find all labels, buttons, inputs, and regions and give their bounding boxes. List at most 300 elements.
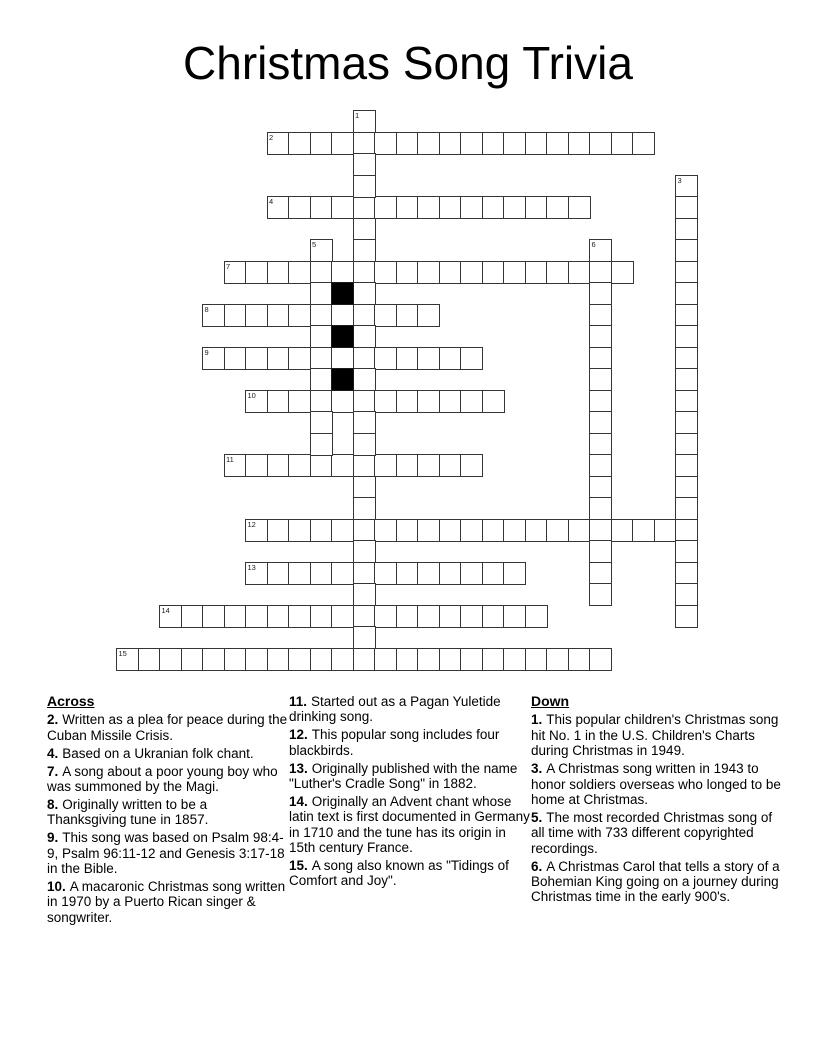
grid-cell <box>245 390 268 413</box>
grid-cell <box>353 497 376 520</box>
clue-item <box>531 712 783 758</box>
grid-cell <box>202 347 225 370</box>
grid-cell <box>353 282 376 305</box>
grid-cell <box>417 454 440 477</box>
clue-item <box>289 858 533 889</box>
grid-cell <box>353 648 376 671</box>
grid-cell <box>589 325 612 348</box>
clue-item <box>47 746 288 761</box>
grid-cell <box>675 411 698 434</box>
grid-cell <box>589 476 612 499</box>
grid-cell <box>353 562 376 585</box>
grid-cell <box>589 648 612 671</box>
grid-cell <box>374 132 397 155</box>
grid-cell <box>202 605 225 628</box>
grid-cell <box>267 132 290 155</box>
clue-item <box>531 761 783 807</box>
grid-cell <box>675 454 698 477</box>
grid-cell <box>224 347 247 370</box>
clue-text: Originally an Advent chant whose latin text is first documented in Germany in 1710 and the tune has its origin in 15th century France. <box>289 793 530 856</box>
clue-text: This popular children's Christmas song hit No. 1 in the U.S. Children's Charts during Christmas in 1949. <box>531 712 779 759</box>
grid-cell <box>589 347 612 370</box>
grid-cell <box>331 347 354 370</box>
grid-cell <box>460 562 483 585</box>
grid-cell <box>525 648 548 671</box>
grid-cell <box>288 347 311 370</box>
grid-cell <box>675 519 698 542</box>
clue-item <box>289 794 533 856</box>
across-clue-list <box>47 712 288 925</box>
grid-cell <box>482 132 505 155</box>
clue-item <box>47 764 288 795</box>
grid-cell <box>374 454 397 477</box>
grid-cell <box>267 390 290 413</box>
grid-cell <box>374 390 397 413</box>
grid-cell <box>525 261 548 284</box>
grid-cell <box>288 132 311 155</box>
grid-cell <box>417 519 440 542</box>
grid-cell <box>310 196 333 219</box>
grid-cell <box>568 196 591 219</box>
grid-cell <box>589 411 612 434</box>
grid-cell <box>503 562 526 585</box>
grid-cell <box>460 605 483 628</box>
grid-cell <box>675 583 698 606</box>
clue-text: Started out as a Pagan Yuletide drinking song. <box>289 694 501 725</box>
grid-cell <box>460 132 483 155</box>
grid-cell <box>331 454 354 477</box>
grid-cell <box>589 519 612 542</box>
grid-cell <box>353 626 376 649</box>
grid-cell <box>568 132 591 155</box>
cell-number: 14 <box>161 605 170 615</box>
grid-cell <box>310 282 333 305</box>
grid-cell <box>310 325 333 348</box>
grid-cell <box>224 304 247 327</box>
clue-number: 4. <box>47 745 59 761</box>
clue-text: A macaronic Christmas song written in 1970 by a Puerto Rican singer & songwriter. <box>47 878 286 925</box>
grid-cell <box>310 605 333 628</box>
cell-number: 11 <box>226 455 234 464</box>
grid-cell <box>374 562 397 585</box>
grid-cell <box>159 648 182 671</box>
clue-item <box>289 694 533 725</box>
grid-cell <box>503 261 526 284</box>
across-clue-list-continued <box>289 694 533 889</box>
cell-number: 3 <box>677 175 682 185</box>
grid-cell <box>267 304 290 327</box>
clues-column-across-continued <box>289 694 533 891</box>
clue-number: 10. <box>47 878 66 894</box>
grid-cell-black <box>331 368 354 391</box>
grid-cell <box>331 648 354 671</box>
grid-cell <box>568 648 591 671</box>
grid-cell <box>310 454 333 477</box>
grid-cell <box>675 261 698 284</box>
grid-cell <box>675 218 698 241</box>
grid-cell <box>245 519 268 542</box>
grid-cell <box>611 132 634 155</box>
grid-cell <box>460 347 483 370</box>
grid-cell <box>439 196 462 219</box>
clue-number: 8. <box>47 796 59 812</box>
clue-text: This popular song includes four blackbirds. <box>289 727 500 758</box>
grid-cell <box>396 454 419 477</box>
clue-item <box>289 727 533 758</box>
grid-cell <box>288 605 311 628</box>
grid-cell <box>589 562 612 585</box>
grid-cell <box>245 347 268 370</box>
grid-cell <box>439 390 462 413</box>
grid-cell <box>589 261 612 284</box>
grid-cell <box>439 562 462 585</box>
grid-cell <box>675 347 698 370</box>
grid-cell <box>675 476 698 499</box>
clue-text: Based on a Ukranian folk chant. <box>62 745 254 761</box>
clue-number: 9. <box>47 830 59 846</box>
clue-number: 7. <box>47 763 59 779</box>
grid-cell <box>245 454 268 477</box>
grid-cell <box>374 519 397 542</box>
grid-cell <box>439 519 462 542</box>
clue-text: A Christmas song written in 1943 to honor soldiers overseas who longed to be home at Christmas. <box>531 761 781 807</box>
grid-cell <box>310 519 333 542</box>
grid-cell <box>288 390 311 413</box>
puzzle-title: Christmas Song Trivia <box>183 37 633 89</box>
grid-cell <box>460 261 483 284</box>
clue-item <box>47 797 288 828</box>
grid-cell <box>288 196 311 219</box>
grid-cell <box>353 110 376 133</box>
grid-cell <box>675 433 698 456</box>
grid-cell <box>353 411 376 434</box>
grid-cell <box>116 648 139 671</box>
across-header: Across <box>47 693 95 709</box>
grid-cell <box>224 605 247 628</box>
grid-cell <box>396 304 419 327</box>
grid-cell <box>310 347 333 370</box>
cell-number: 6 <box>591 240 596 249</box>
grid-cell <box>310 562 333 585</box>
grid-cell <box>267 648 290 671</box>
grid-cell <box>159 605 182 628</box>
grid-cell <box>353 476 376 499</box>
grid-cell <box>310 261 333 284</box>
grid-cell <box>675 497 698 520</box>
grid-cell <box>675 304 698 327</box>
grid-cell <box>267 454 290 477</box>
grid-cell <box>245 648 268 671</box>
grid-cell <box>396 519 419 542</box>
cell-number: 2 <box>269 132 274 142</box>
grid-cell <box>589 239 612 262</box>
grid-cell <box>396 648 419 671</box>
grid-cell <box>525 196 548 219</box>
grid-cell <box>202 304 225 327</box>
grid-cell <box>353 368 376 391</box>
grid-cell <box>503 196 526 219</box>
grid-cell <box>288 261 311 284</box>
clue-text: Originally published with the name "Luther's Cradle Song" in 1882. <box>289 760 518 792</box>
grid-cell <box>331 261 354 284</box>
grid-cell <box>353 390 376 413</box>
grid-cell <box>482 605 505 628</box>
grid-cell <box>374 304 397 327</box>
grid-cell <box>374 648 397 671</box>
grid-cell <box>331 562 354 585</box>
grid-cell <box>353 605 376 628</box>
cell-number: 5 <box>312 240 317 249</box>
grid-cell <box>589 304 612 327</box>
grid-cell <box>675 605 698 628</box>
grid-cell <box>546 648 569 671</box>
cell-number: 10 <box>247 390 256 400</box>
grid-cell <box>353 261 376 284</box>
grid-cell <box>675 368 698 391</box>
grid-cell <box>568 519 591 542</box>
clue-item <box>47 712 288 743</box>
grid-cell <box>439 132 462 155</box>
grid-cell <box>267 347 290 370</box>
cell-number: 8 <box>204 304 209 314</box>
clue-item <box>47 830 288 876</box>
clue-text: A song also known as "Tidings of Comfort and Joy". <box>289 858 509 889</box>
grid-cell <box>331 605 354 628</box>
grid-cell <box>417 347 440 370</box>
grid-cell <box>417 261 440 284</box>
clue-item <box>47 879 288 925</box>
grid-cell <box>675 390 698 413</box>
grid-cell <box>675 325 698 348</box>
grid-cell <box>460 196 483 219</box>
grid-cell <box>353 132 376 155</box>
clue-text: A song about a poor young boy who was summoned by the Magi. <box>47 763 278 795</box>
grid-cell <box>267 519 290 542</box>
grid-cell <box>417 562 440 585</box>
grid-cell <box>138 648 161 671</box>
grid-cell <box>525 605 548 628</box>
grid-cell <box>224 648 247 671</box>
grid-cell <box>632 519 655 542</box>
grid-cell <box>589 540 612 563</box>
grid-cell <box>632 132 655 155</box>
grid-cell <box>202 648 225 671</box>
grid-cell <box>288 304 311 327</box>
grid-cell <box>396 261 419 284</box>
grid-cell <box>267 562 290 585</box>
clue-number: 6. <box>531 858 543 874</box>
grid-cell <box>310 648 333 671</box>
grid-cell <box>417 605 440 628</box>
grid-cell <box>482 648 505 671</box>
grid-cell <box>288 519 311 542</box>
grid-cell <box>525 132 548 155</box>
grid-cell <box>417 132 440 155</box>
grid-cell <box>310 304 333 327</box>
grid-cell <box>310 368 333 391</box>
grid-cell <box>589 282 612 305</box>
clue-item <box>289 761 533 792</box>
grid-cell <box>353 304 376 327</box>
grid-cell <box>546 132 569 155</box>
clues-column-across <box>47 694 288 928</box>
grid-cell <box>589 497 612 520</box>
grid-cell <box>525 519 548 542</box>
grid-cell <box>675 562 698 585</box>
grid-cell <box>288 454 311 477</box>
grid-cell <box>417 196 440 219</box>
grid-cell <box>482 261 505 284</box>
clue-text: The most recorded Christmas song of all time with 733 different copyrighted recordings. <box>531 809 773 856</box>
grid-cell <box>675 196 698 219</box>
grid-cell <box>482 390 505 413</box>
cell-number: 1 <box>355 111 360 120</box>
down-header: Down <box>531 693 570 709</box>
grid-cell <box>675 175 698 198</box>
grid-cell <box>331 132 354 155</box>
clue-number: 15. <box>289 858 308 874</box>
grid-cell <box>224 454 247 477</box>
grid-cell <box>396 390 419 413</box>
grid-cell <box>353 433 376 456</box>
grid-cell <box>589 583 612 606</box>
grid-cell <box>267 196 290 219</box>
grid-cell <box>374 605 397 628</box>
grid-cell <box>396 605 419 628</box>
grid-cell <box>310 411 333 434</box>
cell-number: 13 <box>247 562 256 572</box>
grid-cell <box>396 562 419 585</box>
grid-cell <box>374 347 397 370</box>
grid-cell <box>353 325 376 348</box>
grid-cell-black <box>331 325 354 348</box>
clue-number: 5. <box>531 809 543 825</box>
cell-number: 9 <box>204 347 209 357</box>
grid-cell <box>353 196 376 219</box>
grid-cell <box>503 605 526 628</box>
grid-cell <box>439 605 462 628</box>
grid-cell <box>288 648 311 671</box>
cell-number: 15 <box>118 648 127 658</box>
grid-cell <box>396 347 419 370</box>
clues-column-down <box>531 694 783 907</box>
grid-cell <box>245 562 268 585</box>
grid-cell <box>374 261 397 284</box>
down-clue-list <box>531 712 783 904</box>
grid-cell <box>353 239 376 262</box>
clue-number: 2. <box>47 712 59 728</box>
grid-cell <box>331 304 354 327</box>
grid-cell <box>589 454 612 477</box>
grid-cell <box>439 347 462 370</box>
grid-cell <box>310 132 333 155</box>
grid-cell <box>353 153 376 176</box>
grid-cell <box>181 648 204 671</box>
grid-cell <box>224 261 247 284</box>
grid-cell <box>675 540 698 563</box>
grid-cell <box>331 390 354 413</box>
clue-number: 14. <box>289 793 308 809</box>
cell-number: 7 <box>226 261 231 271</box>
grid-cell <box>353 583 376 606</box>
grid-cell <box>417 304 440 327</box>
grid-cell <box>374 196 397 219</box>
grid-cell <box>310 433 333 456</box>
clue-item <box>531 859 783 905</box>
grid-cell <box>353 347 376 370</box>
grid-cell <box>503 519 526 542</box>
grid-cell <box>546 261 569 284</box>
grid-cell <box>460 390 483 413</box>
clue-number: 13. <box>289 760 308 776</box>
clue-text: A Christmas Carol that tells a story of a Bohemian King going on a journey during Christmas time in the early 900's. <box>531 858 780 905</box>
grid-cell <box>396 196 419 219</box>
cell-number: 12 <box>247 519 256 529</box>
grid-cell <box>611 261 634 284</box>
grid-cell <box>439 261 462 284</box>
grid-cell <box>353 175 376 198</box>
grid-cell <box>482 562 505 585</box>
grid-cell <box>675 282 698 305</box>
grid-cell <box>546 519 569 542</box>
grid-cell <box>460 519 483 542</box>
grid-cell <box>331 196 354 219</box>
grid-cell <box>181 605 204 628</box>
grid-cell <box>675 239 698 262</box>
grid-cell <box>503 132 526 155</box>
clue-number: 3. <box>531 761 543 777</box>
grid-cell <box>417 390 440 413</box>
clue-text: Written as a plea for peace during the Cuban Missile Crisis. <box>47 712 288 743</box>
clue-number: 12. <box>289 727 308 743</box>
grid-cell <box>353 540 376 563</box>
grid-cell <box>460 648 483 671</box>
grid-cell <box>267 605 290 628</box>
grid-cell <box>267 261 290 284</box>
grid-cell <box>482 519 505 542</box>
grid-cell <box>439 454 462 477</box>
clue-number: 11. <box>289 694 308 709</box>
clue-number: 1. <box>531 712 543 728</box>
grid-cell <box>396 132 419 155</box>
grid-cell <box>589 368 612 391</box>
clue-item <box>531 810 783 856</box>
grid-cell <box>288 562 311 585</box>
cell-number: 4 <box>269 197 274 206</box>
grid-cell <box>654 519 677 542</box>
grid-cell <box>589 433 612 456</box>
grid-cell <box>353 519 376 542</box>
grid-cell-black <box>331 282 354 305</box>
grid-cell <box>611 519 634 542</box>
grid-cell <box>417 648 440 671</box>
grid-cell <box>503 648 526 671</box>
grid-cell <box>245 304 268 327</box>
grid-cell <box>310 390 333 413</box>
grid-cell <box>310 239 333 262</box>
grid-cell <box>589 390 612 413</box>
clue-text: This song was based on Psalm 98:4-9, Psalm 96:11-12 and Genesis 3:17-18 in the Bible. <box>47 830 285 877</box>
grid-cell <box>245 605 268 628</box>
grid-cell <box>245 261 268 284</box>
grid-cell <box>589 132 612 155</box>
grid-cell <box>353 454 376 477</box>
grid-cell <box>482 196 505 219</box>
grid-cell <box>546 196 569 219</box>
grid-cell <box>353 218 376 241</box>
grid-cell <box>568 261 591 284</box>
grid-cell <box>439 648 462 671</box>
